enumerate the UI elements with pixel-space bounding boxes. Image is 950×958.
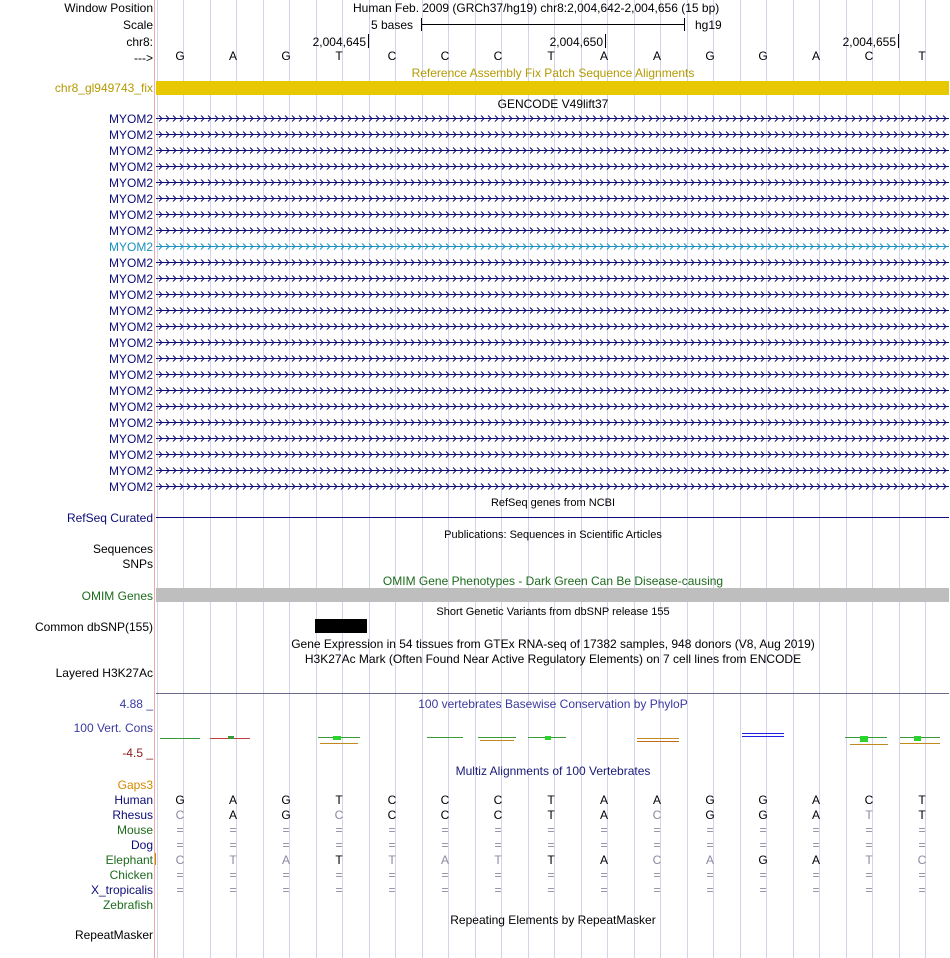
multiz-aligned-base: C — [387, 808, 397, 822]
sequence-base: C — [864, 49, 874, 63]
gencode-transcript-row[interactable] — [156, 114, 949, 123]
gene-strand-arrows — [156, 258, 949, 267]
coordinate-tick — [605, 34, 606, 48]
multiz-species-label[interactable]: Dog — [130, 838, 153, 852]
gencode-transcript-row[interactable] — [156, 418, 949, 427]
multiz-species-label[interactable]: Human — [114, 793, 153, 807]
phylop-score-mark — [900, 743, 940, 744]
multiz-aligned-base: C — [440, 793, 450, 807]
window-position-label: Window Position — [64, 1, 153, 15]
grid-line — [263, 0, 264, 958]
refseq-track-title: RefSeq genes from NCBI — [490, 497, 616, 509]
multiz-aligned-base: = — [494, 883, 502, 897]
gencode-gene-label[interactable]: MYOM2 — [108, 176, 153, 190]
gene-strand-arrows — [156, 226, 949, 235]
fix-patch-track-label[interactable]: chr8_gl949743_fix — [54, 81, 153, 95]
gene-strand-arrows — [156, 290, 949, 299]
multiz-aligned-base: = — [812, 838, 820, 852]
refseq-gene-line[interactable] — [156, 517, 949, 518]
sequence-base: T — [335, 49, 343, 63]
multiz-aligned-base: = — [388, 838, 396, 852]
multiz-aligned-base: = — [706, 838, 714, 852]
gene-strand-arrows — [156, 354, 949, 363]
multiz-aligned-base: T — [335, 793, 343, 807]
gencode-gene-label[interactable]: MYOM2 — [108, 288, 153, 302]
gene-strand-arrows — [156, 178, 949, 187]
multiz-aligned-base: = — [865, 868, 873, 882]
sequence-base: G — [758, 49, 768, 63]
multiz-aligned-base: = — [759, 868, 767, 882]
gene-strand-arrows — [156, 402, 949, 411]
grid-line — [475, 0, 476, 958]
multiz-species-label[interactable]: Mouse — [116, 823, 153, 837]
multiz-aligned-base: = — [600, 823, 608, 837]
multiz-aligned-base: T — [547, 793, 555, 807]
multiz-aligned-base: A — [599, 853, 608, 867]
gencode-transcript-row[interactable] — [156, 130, 949, 139]
sequence-base: G — [281, 49, 291, 63]
strand-label: ---> — [134, 51, 153, 65]
grid-line — [369, 0, 370, 958]
multiz-aligned-base: G — [758, 808, 768, 822]
multiz-aligned-base: = — [547, 838, 555, 852]
repeatmasker-track-label[interactable]: RepeatMasker — [74, 928, 153, 942]
multiz-aligned-base: = — [282, 838, 290, 852]
multiz-aligned-base: = — [759, 823, 767, 837]
gene-strand-arrows — [156, 482, 949, 491]
phylop-max-label: 4.88 _ — [119, 697, 153, 711]
multiz-aligned-base: C — [493, 808, 503, 822]
phylop-score-mark — [480, 740, 514, 741]
multiz-track-title: Multiz Alignments of 100 Vertebrates — [455, 764, 651, 778]
gene-strand-arrows — [156, 210, 949, 219]
multiz-aligned-base: = — [335, 838, 343, 852]
grid-line — [687, 0, 688, 958]
gencode-transcript-row[interactable] — [156, 338, 949, 347]
publications-snps-label[interactable]: SNPs — [122, 557, 153, 571]
dbsnp-track-title: Short Genetic Variants from dbSNP release 155 — [436, 606, 670, 618]
gencode-transcript-row[interactable] — [156, 210, 949, 219]
multiz-aligned-base: = — [706, 823, 714, 837]
multiz-aligned-base: = — [918, 823, 926, 837]
grid-line — [210, 0, 211, 958]
gencode-gene-label[interactable]: MYOM2 — [108, 352, 153, 366]
multiz-species-label[interactable]: Chicken — [109, 868, 153, 882]
gencode-transcript-row[interactable] — [156, 482, 949, 491]
gencode-gene-label[interactable]: MYOM2 — [108, 432, 153, 446]
multiz-aligned-base: G — [758, 793, 768, 807]
phylop-score-mark — [427, 737, 463, 738]
multiz-aligned-base: = — [600, 838, 608, 852]
phylop-score-mark — [742, 736, 784, 737]
phylop-score-mark — [637, 741, 679, 742]
phylop-score-mark — [228, 736, 234, 739]
gtex-track-title: Gene Expression in 54 tissues from GTEx RNA-seq of 17382 samples, 948 donors (V8, Aug 2019) — [291, 637, 815, 651]
label-column-divider — [154, 0, 155, 958]
gencode-transcript-row[interactable] — [156, 466, 949, 475]
multiz-aligned-base: A — [652, 793, 661, 807]
multiz-aligned-base: = — [176, 823, 184, 837]
multiz-aligned-base: A — [599, 808, 608, 822]
multiz-aligned-base: = — [547, 823, 555, 837]
gene-strand-arrows — [156, 370, 949, 379]
omim-gene-bar[interactable] — [156, 588, 949, 602]
multiz-aligned-base: A — [811, 853, 820, 867]
gencode-transcript-row[interactable] — [156, 450, 949, 459]
multiz-aligned-base: = — [494, 868, 502, 882]
phylop-score-mark — [478, 737, 516, 738]
multiz-aligned-base: C — [493, 793, 503, 807]
h3k27ac-track-label[interactable]: Layered H3K27Ac — [55, 666, 153, 680]
multiz-aligned-base: = — [918, 838, 926, 852]
phylop-score-mark — [860, 736, 868, 742]
multiz-aligned-base: T — [918, 793, 926, 807]
phylop-score-mark — [637, 738, 679, 739]
gene-strand-arrows — [156, 450, 949, 459]
scale-text: 5 bases — [371, 18, 414, 32]
multiz-aligned-base: C — [175, 808, 185, 822]
multiz-aligned-base: = — [865, 823, 873, 837]
h3k27ac-baseline — [156, 693, 949, 694]
gencode-gene-label[interactable]: MYOM2 — [108, 416, 153, 430]
multiz-aligned-base: = — [494, 823, 502, 837]
gencode-track-title: GENCODE V49lift37 — [497, 97, 609, 111]
multiz-gaps-label[interactable]: Gaps3 — [117, 778, 153, 792]
sequence-base: C — [440, 49, 450, 63]
chrom-label: chr8: — [126, 35, 153, 49]
multiz-aligned-base: T — [494, 853, 502, 867]
gene-strand-arrows — [156, 466, 949, 475]
multiz-aligned-base: = — [706, 883, 714, 897]
gencode-gene-label[interactable]: MYOM2 — [108, 144, 153, 158]
multiz-aligned-base: T — [865, 808, 873, 822]
multiz-aligned-base: C — [175, 853, 185, 867]
multiz-aligned-base: A — [228, 808, 237, 822]
dbsnp-variant-block[interactable] — [315, 619, 367, 633]
gencode-transcript-row[interactable] — [156, 370, 949, 379]
multiz-aligned-base: = — [282, 868, 290, 882]
omim-track-label[interactable]: OMIM Genes — [81, 589, 153, 603]
gencode-gene-label[interactable]: MYOM2 — [108, 160, 153, 174]
phylop-track-title: 100 vertebrates Basewise Conservation by PhyloP — [418, 697, 688, 711]
multiz-aligned-base: = — [812, 883, 820, 897]
window-position-value: Human Feb. 2009 (GRCh37/hg19) chr8:2,004,642-2,004,656 (15 bp) — [353, 1, 720, 15]
multiz-aligned-base: = — [335, 823, 343, 837]
gene-strand-arrows — [156, 418, 949, 427]
multiz-aligned-base: A — [281, 853, 290, 867]
multiz-species-label[interactable]: Rhesus — [112, 808, 153, 822]
multiz-aligned-base: = — [812, 823, 820, 837]
gencode-transcript-row[interactable] — [156, 306, 949, 315]
multiz-aligned-base: C — [864, 793, 874, 807]
multiz-aligned-base: C — [652, 853, 662, 867]
coordinate-tick — [368, 34, 369, 48]
phylop-score-mark — [742, 733, 784, 734]
grid-line — [316, 0, 317, 958]
multiz-aligned-base: C — [917, 853, 927, 867]
gene-strand-arrows — [156, 162, 949, 171]
multiz-aligned-base: A — [811, 808, 820, 822]
gene-strand-arrows — [156, 194, 949, 203]
sequence-base: A — [811, 49, 820, 63]
coordinate-tick — [898, 34, 899, 48]
multiz-aligned-base: = — [653, 838, 661, 852]
multiz-aligned-base: = — [176, 883, 184, 897]
multiz-species-label[interactable]: Zebrafish — [102, 898, 153, 912]
multiz-aligned-base: T — [335, 853, 343, 867]
gencode-gene-label[interactable]: MYOM2 — [108, 304, 153, 318]
multiz-aligned-base: G — [175, 793, 185, 807]
publications-sequences-label[interactable]: Sequences — [92, 542, 153, 556]
multiz-aligned-base: A — [228, 793, 237, 807]
multiz-aligned-base: T — [865, 853, 873, 867]
multiz-species-label[interactable]: X_tropicalis — [90, 883, 153, 897]
coordinate-label: 2,004,655 — [842, 35, 896, 49]
gencode-gene-label[interactable]: MYOM2 — [108, 224, 153, 238]
gencode-gene-label[interactable]: MYOM2 — [108, 128, 153, 142]
gene-strand-arrows — [156, 114, 949, 123]
multiz-aligned-base: = — [918, 883, 926, 897]
multiz-aligned-base: = — [335, 868, 343, 882]
grid-line — [581, 0, 582, 958]
multiz-aligned-base: = — [653, 823, 661, 837]
scale-bar — [421, 24, 685, 25]
gencode-transcript-row[interactable] — [156, 178, 949, 187]
multiz-aligned-base: = — [706, 868, 714, 882]
gencode-transcript-row[interactable] — [156, 242, 949, 251]
gencode-transcript-row[interactable] — [156, 354, 949, 363]
phylop-track-label[interactable]: 100 Vert. Cons — [73, 721, 153, 735]
multiz-aligned-base: = — [918, 868, 926, 882]
elephant-gap-marker — [155, 853, 156, 865]
scale-bar-right-tick — [684, 18, 685, 31]
multiz-aligned-base: = — [388, 823, 396, 837]
phylop-score-mark — [545, 736, 551, 740]
grid-line — [634, 0, 635, 958]
gencode-gene-label[interactable]: MYOM2 — [108, 208, 153, 222]
multiz-aligned-base: T — [547, 853, 555, 867]
phylop-min-label: -4.5 _ — [122, 746, 153, 760]
multiz-aligned-base: = — [547, 883, 555, 897]
h3k27ac-track-title: H3K27Ac Mark (Often Found Near Active Regulatory Elements) on 7 cell lines from ENCODE — [304, 652, 802, 666]
sequence-base: A — [652, 49, 661, 63]
phylop-score-mark — [914, 736, 921, 741]
multiz-aligned-base: C — [652, 808, 662, 822]
gencode-gene-label[interactable]: MYOM2 — [108, 256, 153, 270]
gencode-transcript-row[interactable] — [156, 274, 949, 283]
gene-strand-arrows — [156, 322, 949, 331]
gene-strand-arrows — [156, 306, 949, 315]
sequence-base: G — [705, 49, 715, 63]
gencode-gene-label[interactable]: MYOM2 — [108, 112, 153, 126]
multiz-aligned-base: C — [334, 808, 344, 822]
scale-bar-left-tick — [421, 18, 422, 31]
gene-strand-arrows — [156, 274, 949, 283]
scale-label: Scale — [122, 18, 153, 32]
fix-patch-track-title: Reference Assembly Fix Patch Sequence Alignments — [411, 66, 695, 80]
gencode-gene-label[interactable]: MYOM2 — [108, 368, 153, 382]
multiz-aligned-base: = — [812, 868, 820, 882]
multiz-aligned-base: = — [653, 883, 661, 897]
sequence-base: C — [493, 49, 503, 63]
publications-track-title: Publications: Sequences in Scientific Articles — [444, 529, 662, 541]
multiz-aligned-base: G — [705, 793, 715, 807]
multiz-aligned-base: T — [547, 808, 555, 822]
scale-assembly: hg19 — [695, 18, 722, 32]
grid-line — [899, 0, 900, 958]
multiz-aligned-base: = — [282, 823, 290, 837]
multiz-aligned-base: G — [281, 808, 291, 822]
multiz-aligned-base: = — [865, 883, 873, 897]
sequence-base: A — [228, 49, 237, 63]
omim-track-title: OMIM Gene Phenotypes - Dark Green Can Be Disease-causing — [382, 574, 724, 588]
repeatmasker-track-title: Repeating Elements by RepeatMasker — [450, 913, 656, 927]
gencode-gene-label[interactable]: MYOM2 — [108, 320, 153, 334]
gencode-gene-label[interactable]: MYOM2 — [108, 240, 153, 254]
grid-line — [740, 0, 741, 958]
gencode-gene-label[interactable]: MYOM2 — [108, 480, 153, 494]
sequence-base: G — [175, 49, 185, 63]
multiz-aligned-base: T — [388, 853, 396, 867]
dbsnp-track-label[interactable]: Common dbSNP(155) — [34, 620, 153, 634]
multiz-aligned-base: A — [705, 853, 714, 867]
grid-line — [157, 0, 158, 958]
multiz-aligned-base: C — [387, 793, 397, 807]
multiz-aligned-base: A — [599, 793, 608, 807]
gencode-gene-label[interactable]: MYOM2 — [108, 336, 153, 350]
gencode-gene-label[interactable]: MYOM2 — [108, 448, 153, 462]
multiz-aligned-base: = — [388, 868, 396, 882]
multiz-aligned-base: A — [440, 853, 449, 867]
grid-line — [793, 0, 794, 958]
grid-line — [846, 0, 847, 958]
multiz-aligned-base: A — [811, 793, 820, 807]
multiz-species-label[interactable]: Elephant — [105, 853, 153, 867]
phylop-score-mark — [850, 744, 888, 745]
multiz-aligned-base: = — [229, 883, 237, 897]
multiz-aligned-base: = — [229, 868, 237, 882]
multiz-aligned-base: T — [918, 808, 926, 822]
sequence-base: A — [599, 49, 608, 63]
gene-strand-arrows — [156, 242, 949, 251]
multiz-aligned-base: = — [229, 823, 237, 837]
multiz-aligned-base: G — [758, 853, 768, 867]
multiz-aligned-base: = — [441, 823, 449, 837]
multiz-aligned-base: = — [600, 868, 608, 882]
coordinate-label: 2,004,650 — [549, 35, 603, 49]
multiz-aligned-base: = — [176, 838, 184, 852]
phylop-score-mark — [320, 743, 358, 744]
grid-line — [422, 0, 423, 958]
gene-strand-arrows — [156, 338, 949, 347]
gene-strand-arrows — [156, 434, 949, 443]
gencode-transcript-row[interactable] — [156, 258, 949, 267]
gencode-transcript-row[interactable] — [156, 434, 949, 443]
gencode-transcript-row[interactable] — [156, 402, 949, 411]
multiz-aligned-base: C — [440, 808, 450, 822]
multiz-aligned-base: = — [229, 838, 237, 852]
multiz-aligned-base: G — [705, 808, 715, 822]
fix-patch-alignment-bar[interactable] — [156, 81, 949, 95]
multiz-aligned-base: = — [335, 883, 343, 897]
coordinate-label: 2,004,645 — [312, 35, 366, 49]
gencode-transcript-row[interactable] — [156, 162, 949, 171]
multiz-aligned-base: = — [759, 883, 767, 897]
sequence-base: C — [387, 49, 397, 63]
multiz-aligned-base: = — [547, 868, 555, 882]
refseq-track-label[interactable]: RefSeq Curated — [66, 511, 153, 525]
multiz-aligned-base: = — [282, 883, 290, 897]
gene-strand-arrows — [156, 386, 949, 395]
gencode-transcript-row[interactable] — [156, 386, 949, 395]
multiz-aligned-base: = — [441, 838, 449, 852]
multiz-aligned-base: = — [176, 868, 184, 882]
gene-strand-arrows — [156, 130, 949, 139]
phylop-score-mark — [160, 738, 200, 739]
sequence-base: T — [547, 49, 555, 63]
grid-line — [528, 0, 529, 958]
multiz-aligned-base: = — [441, 868, 449, 882]
gene-strand-arrows — [156, 146, 949, 155]
multiz-aligned-base: = — [653, 868, 661, 882]
multiz-aligned-base: = — [600, 883, 608, 897]
gencode-transcript-row[interactable] — [156, 290, 949, 299]
gencode-transcript-row[interactable] — [156, 194, 949, 203]
gencode-gene-label[interactable]: MYOM2 — [108, 272, 153, 286]
multiz-aligned-base: = — [494, 838, 502, 852]
gencode-gene-label[interactable]: MYOM2 — [108, 192, 153, 206]
phylop-score-mark — [333, 736, 341, 740]
multiz-aligned-base: = — [865, 838, 873, 852]
multiz-aligned-base: T — [229, 853, 237, 867]
multiz-aligned-base: = — [759, 838, 767, 852]
gencode-transcript-row[interactable] — [156, 322, 949, 331]
gencode-transcript-row[interactable] — [156, 226, 949, 235]
sequence-base: T — [918, 49, 926, 63]
gencode-gene-label[interactable]: MYOM2 — [108, 464, 153, 478]
multiz-aligned-base: = — [388, 883, 396, 897]
gencode-gene-label[interactable]: MYOM2 — [108, 384, 153, 398]
multiz-aligned-base: = — [441, 883, 449, 897]
gencode-gene-label[interactable]: MYOM2 — [108, 400, 153, 414]
gencode-transcript-row[interactable] — [156, 146, 949, 155]
multiz-aligned-base: G — [281, 793, 291, 807]
